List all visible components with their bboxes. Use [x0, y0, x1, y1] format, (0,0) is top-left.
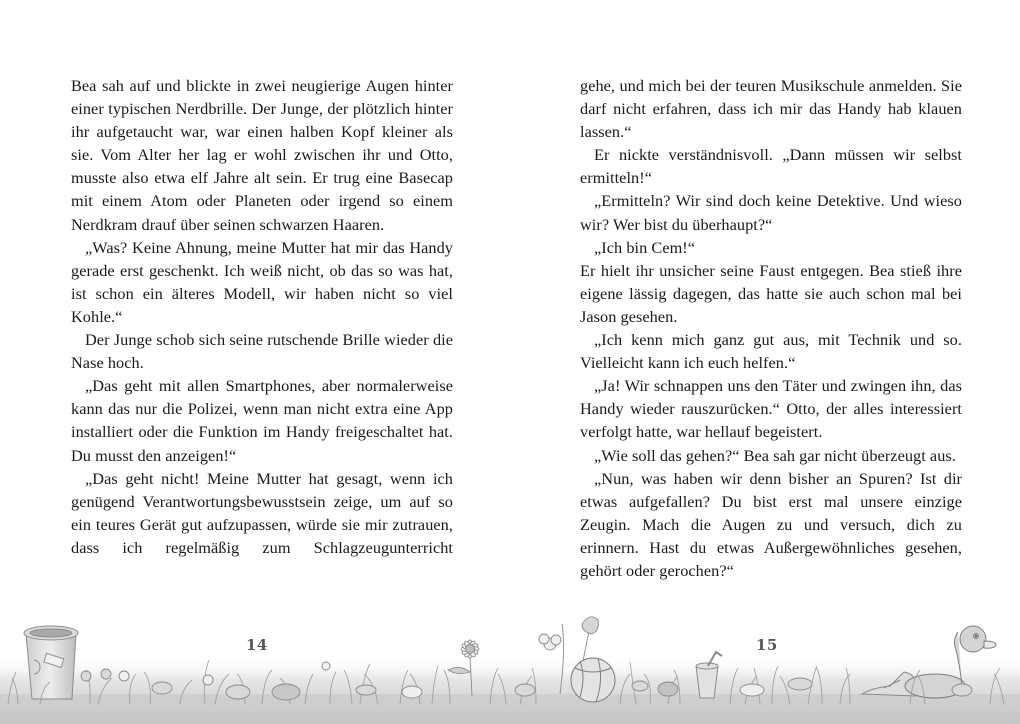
daisy-drawing [448, 640, 479, 696]
left-page [71, 74, 453, 559]
paragraph: „Ich kenn mich ganz gut aus, mit Technik und so. Vielleicht kann ich euch helfen.“ [580, 330, 962, 373]
paragraph: „Ich bin Cem!“ [594, 237, 696, 257]
page-number-left: 14 [246, 636, 268, 654]
rubber-duck-drawing [905, 626, 996, 698]
paragraph: Der Junge schob sich seine rutschende Brille wieder die Nase hoch. [71, 330, 453, 373]
paragraph: „Nun, was haben wir denn bisher an Spuren? Ist dir etwas aufgefallen? Du bist erst mal unsere einzige Zeugin. Mach die Augen zu und versuch, dich zu erinnern. Hast du etwas Außergewöhnliches gesehen, gehört oder gerochen?“ [580, 468, 962, 580]
grass-drawing [8, 660, 1004, 704]
paragraph: „Ja! Wir schnappen uns den Täter und zwingen ihn, das Handy wieder rauszurücken.“ Otto, der alles interessiert verfolgt hatte, war hellauf begeistert. [580, 376, 962, 442]
meadow-illustration [0, 594, 1020, 724]
right-page [580, 74, 962, 582]
drink-cup-drawing [696, 652, 722, 698]
paper-cup-drawing [24, 626, 78, 699]
paragraph: Bea sah auf und blickte in zwei neugierige Augen hinter einer typischen Nerdbrille. Der Junge, der plötzlich hinter ihr aufgetaucht war, war einen halben Kopf kleiner als sie. Vom Alter her lag er wohl zwischen ihr und Otto, musste also etwa elf Jahre alt sein. Er trug eine Basecap mit einem Atom oder Planeten oder irgend so einem Nerdkram drauf über seinen schwarzen Haaren. [71, 76, 453, 234]
beach-ball-drawing [571, 658, 615, 702]
paragraph: „Was? Keine Ahnung, meine Mutter hat mir das Handy gerade erst geschenkt. Ich weiß nicht, ob das so was hat, ist schon ein älteres Modell, wir haben nicht so viel Kohle.“ [71, 237, 453, 326]
paragraph: „Wie soll das gehen?“ Bea sah gar nicht überzeugt aus. [594, 445, 956, 465]
paragraph: Er nickte verständnisvoll. „Dann müssen wir selbst ermitteln!“ [580, 145, 962, 188]
paragraph: „Das geht mit allen Smartphones, aber normalerweise kann das nur die Polizei, wenn man nicht extra eine App installiert oder die Funktion im Handy freigeschaltet hat. Du musst den anzeigen!“ [71, 376, 453, 465]
paragraph: „Das geht nicht! Meine Mutter hat gesagt, wenn ich genügend Verantwortungsbewusstsein zeige, um auf so ein teures Gerät gut aufzupassen, würde sie mir zutrauen, dass ich regelmäßig zum Schlagzeugunterricht [71, 468, 453, 557]
paragraph: gehe, und mich bei der teuren Musikschule anmelden. Sie darf nicht erfahren, dass ich mir das Handy hab klauen lassen.“ [580, 76, 962, 142]
page-number-right: 15 [756, 636, 778, 654]
sneaker-drawing [862, 672, 916, 696]
paragraph: „Ermitteln? Wir sind doch keine Detektive. Und wieso wir? Wer bist du überhaupt?“ [580, 191, 962, 234]
paragraph: Er hielt ihr unsicher seine Faust entgegen. Bea stieß ihre eigene lässig dagegen, das hatte sie auch schon mal bei Jason gesehen. [580, 260, 962, 326]
